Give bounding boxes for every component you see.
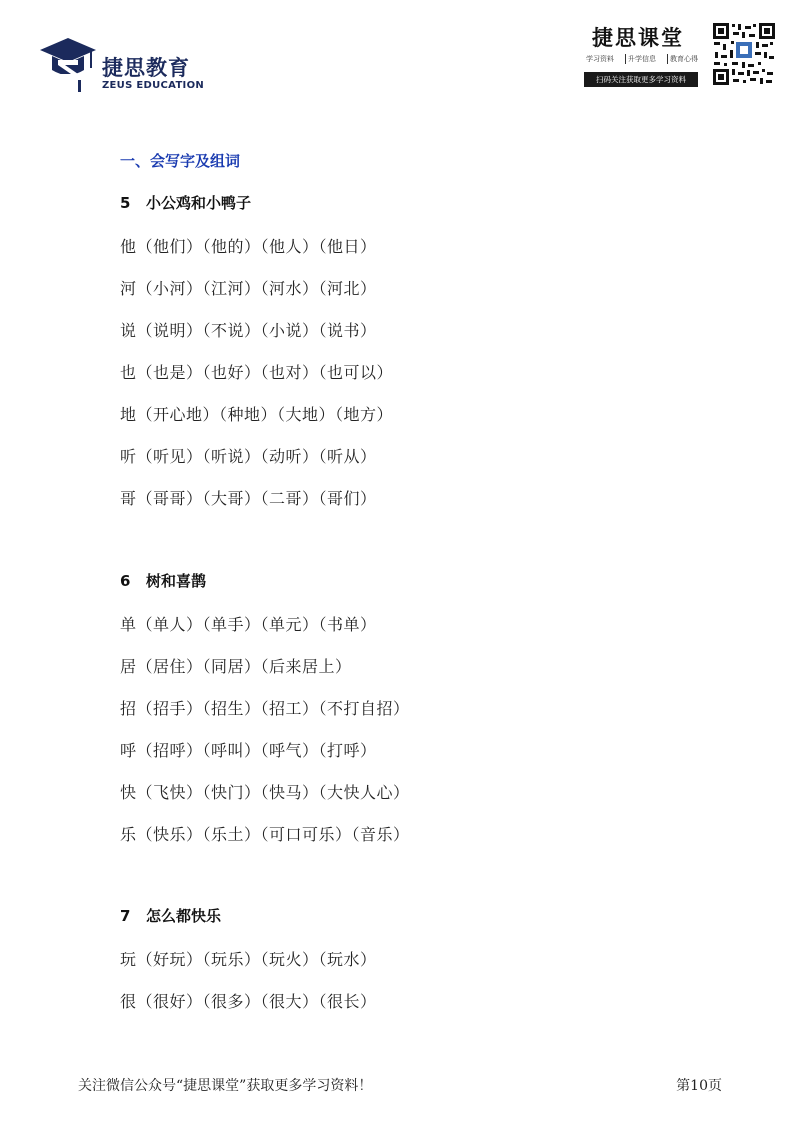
right-banner: 扫码关注获取更多学习资料 [584, 72, 698, 87]
word-line: 也（也是）（也好）（也对）（也可以） [120, 363, 394, 382]
word-line: 哥（哥哥）（大哥）（二哥）（哥们） [120, 489, 377, 508]
right-title: 捷思课堂 [592, 25, 684, 50]
word-line: 居（居住）（同居）（后来居上） [120, 657, 352, 676]
lesson-number: 5 [120, 194, 131, 212]
word-line: 乐（快乐）（乐土）（可口可乐）（音乐） [120, 825, 410, 844]
word-line: 很（很好）（很多）（很大）（很长） [120, 992, 377, 1011]
word-line: 玩（好玩）（玩乐）（玩火）（玩水） [120, 950, 377, 969]
word-line: 地（开心地）（种地）（大地）（地方） [120, 405, 394, 424]
section-title: 一、会写字及组词 [120, 152, 241, 170]
lesson-number: 6 [120, 572, 131, 590]
right-tag: 学习资料 [586, 55, 614, 63]
word-line: 他（他们）（他的）（他人）（他日） [120, 237, 377, 256]
word-line: 呼（招呼）（呼叫）（呼气）（打呼） [120, 741, 377, 760]
lesson-title [120, 192, 251, 213]
right-tag: 教育心得 [667, 54, 700, 64]
right-tag: 升学信息 [625, 54, 658, 64]
brand-name-en: ZEUS EDUCATION [102, 80, 205, 91]
word-line: 河（小河）（江河）（河水）（河北） [120, 279, 377, 298]
word-line: 单（单人）（单手）（单元）（书单） [120, 615, 377, 634]
lesson-name: 怎么都快乐 [146, 907, 222, 925]
brand-name-cn: 捷思教育 [102, 56, 190, 80]
qr-code-icon[interactable] [712, 22, 776, 86]
word-line: 快（飞快）（快门）（快马）（大快人心） [120, 783, 410, 802]
footer-note: 关注微信公众号“捷思课堂”获取更多学习资料！ [78, 1078, 373, 1094]
word-line: 说（说明）（不说）（小说）（说书） [120, 321, 377, 340]
lesson-title [120, 905, 221, 926]
word-line: 招（招手）（招生）（招工）（不打自招） [120, 699, 410, 718]
lesson-name: 树和喜鹊 [146, 572, 207, 590]
lesson-title [120, 570, 206, 591]
graduation-cap-icon [38, 36, 98, 94]
page-number: 第10页 [676, 1078, 722, 1094]
lesson-name: 小公鸡和小鸭子 [146, 194, 252, 212]
lesson-number: 7 [120, 907, 131, 925]
word-line: 听（听见）（听说）（动听）（听从） [120, 447, 377, 466]
header-right-badge [584, 22, 700, 92]
zeus-education-logo [38, 36, 208, 96]
right-tags [584, 54, 700, 64]
